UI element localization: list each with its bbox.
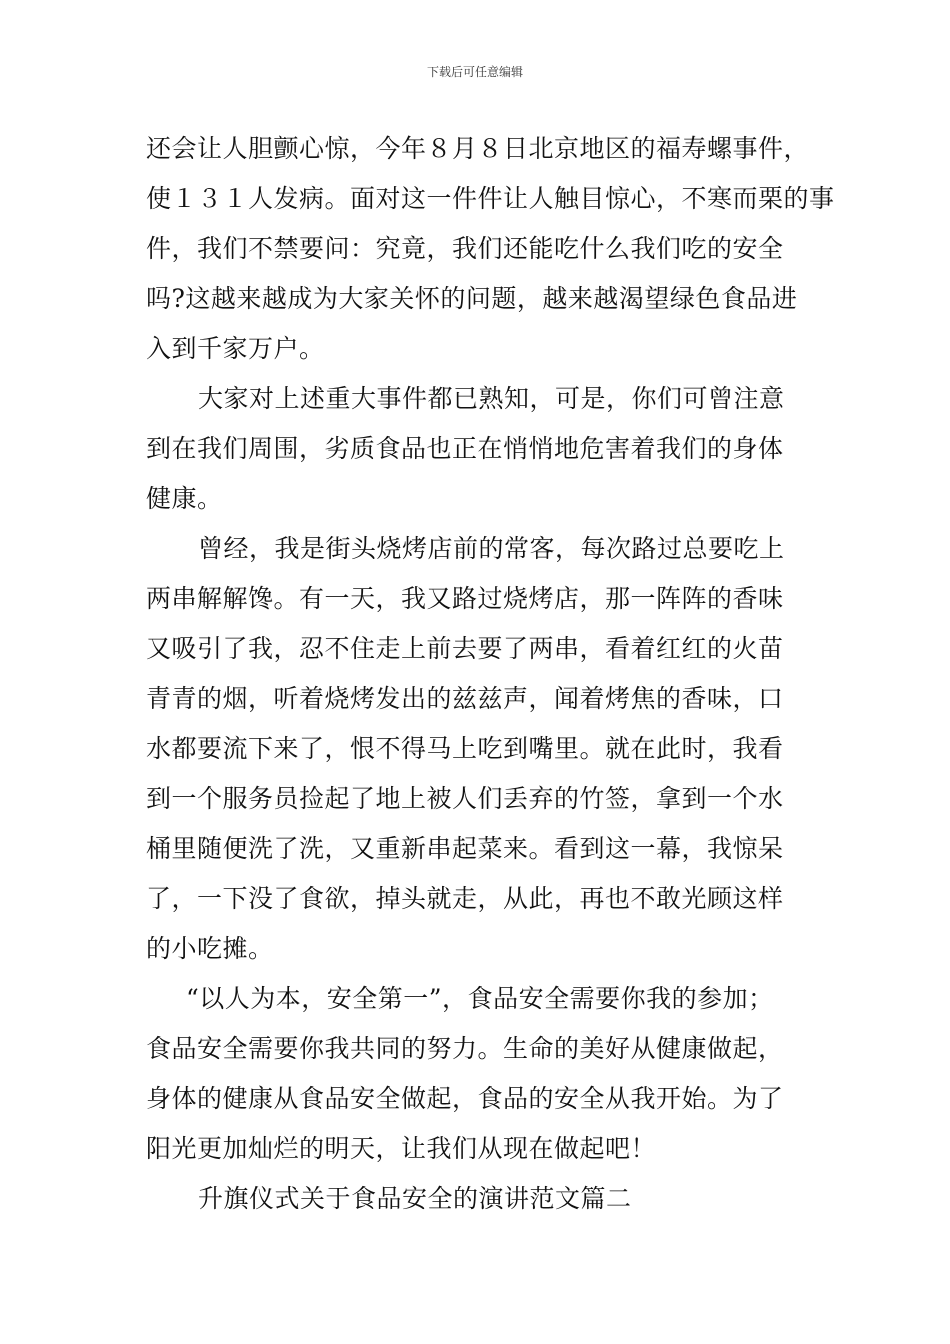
text-line: 入到千家万户。	[146, 334, 325, 363]
document-body	[146, 124, 835, 1224]
text-line: 水都要流下来了，恨不得马上吃到嘴里。就在此时，我看	[146, 734, 784, 763]
paragraph-3	[146, 524, 806, 974]
text-line: 吗?这越来越成为大家关怀的问题，越来越渴望绿色食品进	[146, 284, 798, 313]
paragraph-1	[146, 124, 835, 374]
text-line: “以人为本，安全第一”，食品安全需要你我的参加；	[186, 984, 774, 1013]
text-line: 身体的健康从食品安全做起，食品的安全从我开始。为了	[146, 1084, 784, 1113]
text-line: 又吸引了我，忍不住走上前去要了两串，看着红红的火苗	[146, 634, 784, 663]
text-line: 两串解解馋。有一天，我又路过烧烤店，那一阵阵的香味	[146, 584, 784, 613]
text-line: 的小吃摊。	[146, 934, 274, 963]
text-line: 还会让人胆颤心惊，今年８月８日北京地区的福寿螺事件，	[146, 134, 810, 163]
text-line: 食品安全需要你我共同的努力。生命的美好从健康做起，	[146, 1034, 784, 1063]
text-line: 到在我们周围，劣质食品也正在悄悄地危害着我们的身体	[146, 434, 784, 463]
text-line: 桶里随便洗了洗，又重新串起菜来。看到这一幕，我惊呆	[146, 834, 784, 863]
text-line: 阳光更加灿烂的明天，让我们从现在做起吧！	[146, 1134, 657, 1163]
text-line: 曾经，我是街头烧烤店前的常客，每次路过总要吃上	[198, 534, 785, 563]
page-header: 下载后可任意编辑	[426, 65, 523, 79]
paragraph-4	[146, 974, 806, 1174]
paragraph-2	[146, 374, 806, 524]
text-line: 使１３１人发病。面对这一件件让人触目惊心，不寒而栗的事	[146, 184, 835, 213]
text-line: 健康。	[146, 484, 223, 513]
text-line: 件，我们不禁要问：究竟，我们还能吃什么我们吃的安全	[146, 234, 784, 263]
text-line: 大家对上述重大事件都已熟知，可是，你们可曾注意	[198, 384, 785, 413]
heading-line: 升旗仪式关于食品安全的演讲范文篇二	[198, 1184, 632, 1213]
text-line: 了，一下没了食欲，掉头就走，从此，再也不敢光顾这样	[146, 884, 784, 913]
text-line: 到一个服务员捡起了地上被人们丢弃的竹签，拿到一个水	[146, 784, 784, 813]
section-heading	[146, 1174, 806, 1224]
text-line: 青青的烟，听着烧烤发出的兹兹声，闻着烤焦的香味，口	[146, 684, 784, 713]
